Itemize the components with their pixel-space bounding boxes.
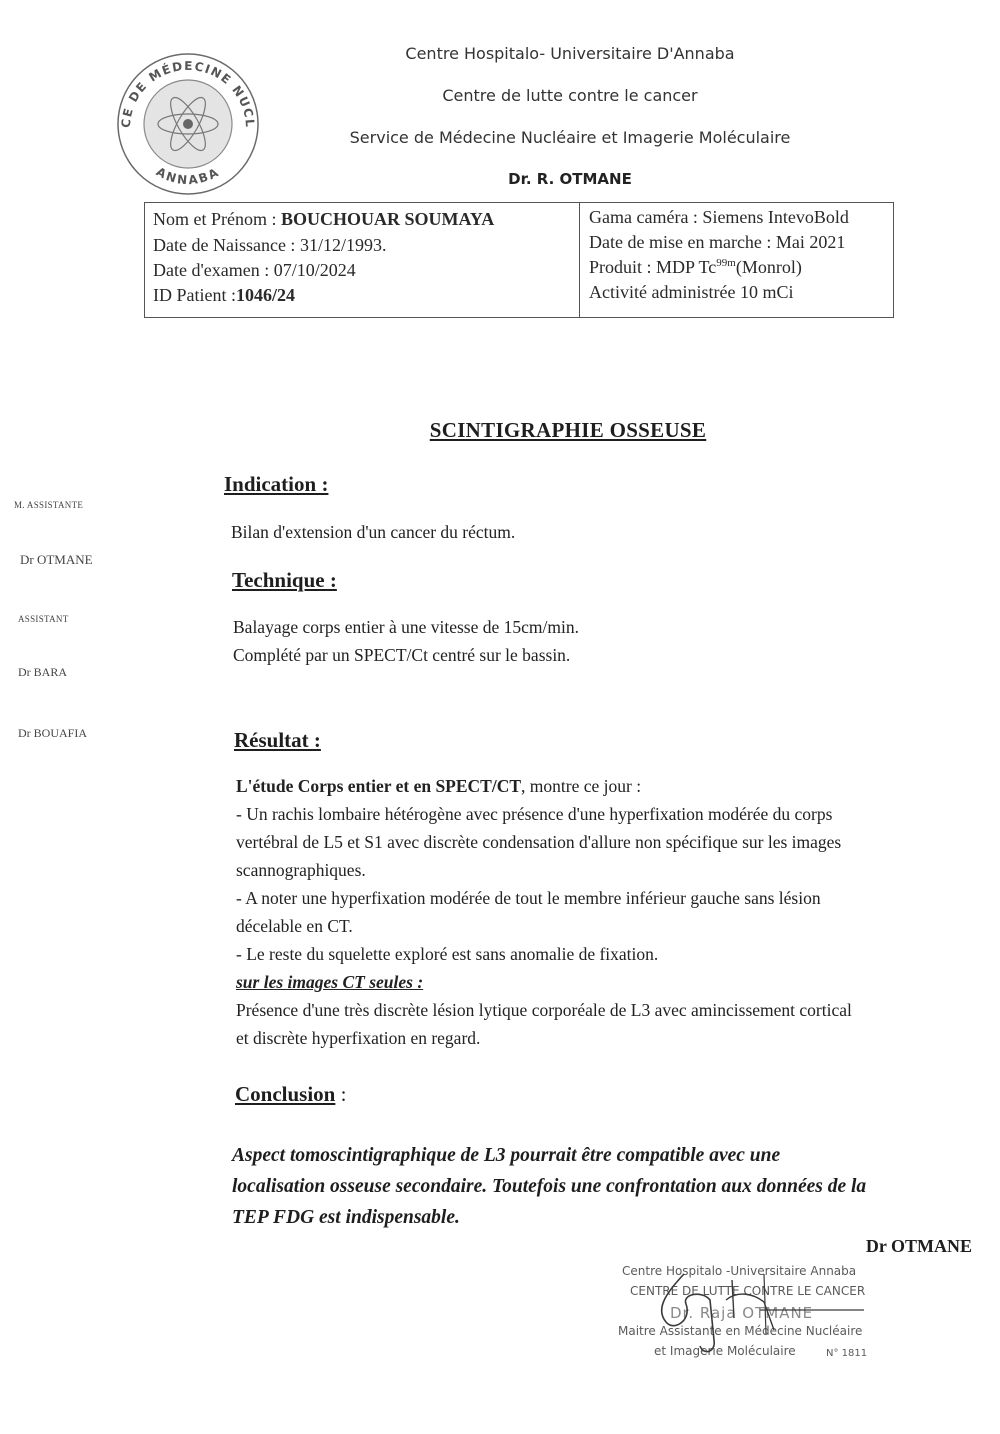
stamp-line-6: N° 1811 [826, 1348, 868, 1359]
patient-id-value: 1046/24 [236, 285, 296, 305]
exam-date-value: 07/10/2024 [273, 260, 356, 280]
conclusion-text [232, 1140, 972, 1233]
sidebar-name-3: Dr BOUAFIA [18, 726, 87, 740]
box-divider [579, 203, 580, 317]
result-line-3: scannographiques. [236, 860, 366, 880]
ct-line-1: Présence d'une très discrète lésion lytique corporéale de L3 avec amincissement cortical [236, 1000, 852, 1020]
header-center: Centre de lutte contre le cancer [442, 86, 698, 105]
patient-name-line [153, 209, 494, 230]
conclusion-line-1: Aspect tomoscintigraphique de L3 pourrait être compatible avec une [232, 1145, 781, 1166]
result-line-6: - Le reste du squelette exploré est sans anomalie de fixation. [236, 944, 659, 964]
activity-line: Activité administrée 10 mCi [589, 282, 794, 302]
result-line-4: - A noter une hyperfixation modérée de tout le membre inférieur gauche sans lésion [236, 888, 821, 908]
patient-id-label: ID Patient : [153, 285, 236, 305]
birth-date-line [153, 235, 386, 256]
technique-line-2: Complété par un SPECT/Ct centré sur le bassin. [233, 645, 571, 665]
report-title: SCINTIGRAPHIE OSSEUSE [429, 418, 707, 442]
sidebar-name-2: Dr BARA [18, 665, 68, 679]
birth-date-label: Date de Naissance : [153, 235, 300, 255]
sidebar-name-1: Dr OTMANE [20, 552, 93, 567]
conclusion-heading: Conclusion [235, 1082, 336, 1106]
header-hospital: Centre Hospitalo- Universitaire D'Annaba [405, 44, 735, 63]
birth-date-value: 31/12/1993. [299, 235, 387, 255]
handwritten-signature [614, 1260, 904, 1370]
exam-date-label: Date d'examen : [153, 260, 274, 280]
signer-name: Dr OTMANE [865, 1236, 972, 1256]
indication-text: Bilan d'extension d'un cancer du réctum. [231, 522, 516, 542]
header-service: Service de Médecine Nucléaire et Imagerie Moléculaire [349, 128, 791, 147]
camera-line: Gama caméra : Siemens IntevoBold [589, 207, 849, 227]
technique-heading: Technique : [232, 568, 337, 592]
result-intro-bold: L'étude Corps entier et en SPECT/CT [236, 776, 522, 796]
sidebar-role-2: ASSISTANT [18, 614, 69, 624]
patient-name-value: BOUCHOUAR SOUMAYA [281, 209, 495, 229]
service-logo-stamp [108, 40, 268, 200]
stamp-line-4: Maitre Assistante en Médecine Nucléaire [618, 1324, 863, 1338]
conclusion-heading-row [235, 1082, 346, 1107]
logo-ring-bottom-text: ANNABA [153, 164, 223, 188]
start-date-line: Date de mise en marche : Mai 2021 [589, 232, 846, 252]
result-line-5: décelable en CT. [236, 916, 353, 936]
indication-heading: Indication : [224, 472, 329, 496]
result-body [236, 772, 976, 1052]
patient-id-line [153, 285, 295, 306]
exam-date-line [153, 260, 356, 281]
conclusion-line-2: localisation osseuse secondaire. Toutefois une confrontation aux données de la [232, 1176, 867, 1197]
result-intro-rest: , montre ce jour : [521, 776, 642, 796]
stamp-line-1: Centre Hospitalo -Universitaire Annaba [622, 1264, 857, 1278]
official-stamp [614, 1260, 904, 1370]
stamp-line-5: et Imagerie Moléculaire [654, 1344, 796, 1358]
product-suffix: (Monrol) [735, 257, 802, 277]
patient-name-label: Nom et Prénom : [153, 209, 281, 229]
result-intro [236, 772, 976, 800]
conclusion-colon: : [335, 1082, 347, 1106]
logo-ring-top-text: CE DE MÉDECINE NUCL [118, 58, 258, 129]
header-doctor: Dr. R. OTMANE [508, 170, 632, 188]
sidebar-role-1: M. ASSISTANTE [14, 500, 84, 510]
product-line [589, 257, 802, 278]
ct-line-2: et discrète hyperfixation en regard. [236, 1028, 481, 1048]
product-isotope-sup: 99m [716, 257, 736, 269]
stamp-line-2: CENTRE DE LUTTE CONTRE LE CANCER [630, 1284, 866, 1298]
stamp-line-3: Dr. Raja OTMANE [670, 1304, 814, 1322]
patient-info-box [144, 202, 894, 318]
product-prefix: Produit : MDP Tc [589, 257, 717, 277]
technique-line-1: Balayage corps entier à une vitesse de 15cm/min. [233, 617, 579, 637]
result-line-1: - Un rachis lombaire hétérogène avec présence d'une hyperfixation modérée du corps [236, 804, 833, 824]
ct-subheading: sur les images CT seules : [236, 972, 424, 992]
result-heading: Résultat : [234, 728, 321, 752]
result-line-2: vertébral de L5 et S1 avec discrète condensation d'allure non spécifique sur les images [236, 832, 842, 852]
conclusion-line-3: TEP FDG est indispensable. [232, 1207, 460, 1228]
